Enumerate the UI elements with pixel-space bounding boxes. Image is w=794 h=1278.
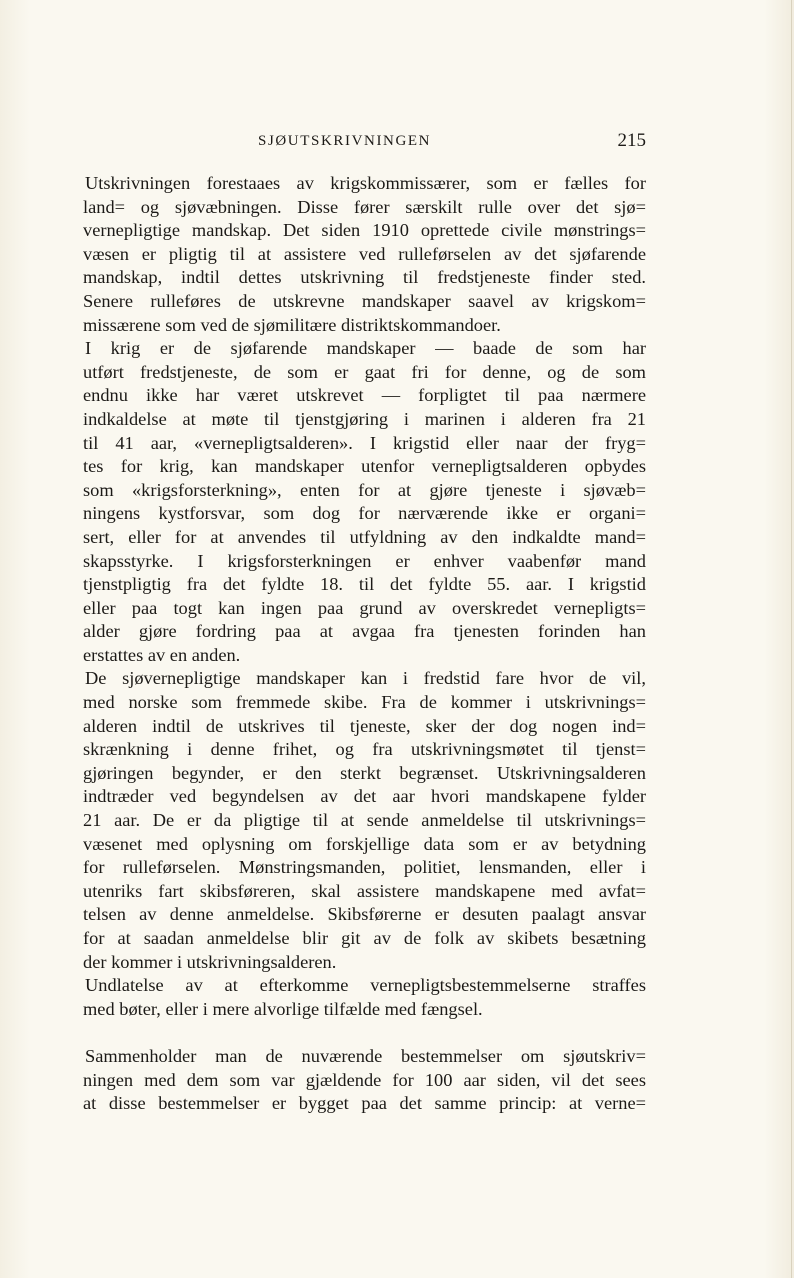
text-line: til 41 aar, «vernepligtsalderen». I krigstid eller naar der fryg= xyxy=(83,432,646,453)
text-line: vernepligtige mandskap. Det siden 1910 oprettede civile mønstrings= xyxy=(83,220,646,241)
text-line: sert, eller for at anvendes til utfyldning av den indkaldte mand= xyxy=(83,526,646,547)
text-line: Undlatelse av at efterkomme vernepligtsbestemmelserne straffes xyxy=(85,975,646,996)
text-line: erstattes av en anden. xyxy=(83,644,241,665)
page-edge xyxy=(791,0,792,1278)
text-line: alderen indtil de utskrives til tjeneste, sker der dog nogen ind= xyxy=(83,715,646,736)
text-line: indkaldelse at møte til tjenstgjøring i marinen i alderen fra 21 xyxy=(83,408,646,429)
paragraph-4 xyxy=(83,974,646,1021)
text-line: væsen er pligtig til at assistere ved rulleførselen av det sjøfarende xyxy=(83,243,646,264)
paragraph-3 xyxy=(83,667,646,974)
text-line: tjenstpligtig fra det fyldte 18. til det fyldte 55. aar. I krigstid xyxy=(83,574,646,595)
body-text xyxy=(83,172,646,1116)
text-line: der kommer i utskrivningsalderen. xyxy=(83,951,337,972)
text-line: Utskrivningen forestaaes av krigskommissærer, som er fælles for xyxy=(85,173,646,193)
text-line: med norske som fremmede skibe. Fra de kommer i utskrivnings= xyxy=(83,692,646,713)
text-line: skrænkning i denne frihet, og fra utskrivningsmøtet til tjenst= xyxy=(83,739,646,760)
text-line: indtræder ved begyndelsen av det aar hvori mandskapene fylder xyxy=(83,786,646,807)
running-title: SJØUTSKRIVNINGEN xyxy=(258,133,432,149)
text-line: som «krigsforsterkning», enten for at gjøre tjeneste i sjøvæb= xyxy=(83,479,646,500)
paragraph-gap xyxy=(83,1021,646,1045)
text-line: Sammenholder man de nuværende bestemmelser om sjøutskriv= xyxy=(85,1045,646,1066)
text-line: eller paa togt kan ingen paa grund av overskredet vernepligts= xyxy=(83,597,646,618)
text-line: telsen av denne anmeldelse. Skibsførerne er desuten paalagt ansvar xyxy=(83,904,646,925)
text-line: for rulleførselen. Mønstringsmanden, politiet, lensmanden, eller i xyxy=(83,857,646,878)
text-line: tes for krig, kan mandskaper utenfor vernepligtsalderen opbydes xyxy=(83,456,646,477)
text-line: skapsstyrke. I krigsforsterkningen er enhver vaabenfør mand xyxy=(83,550,646,571)
text-line: at disse bestemmelser er bygget paa det samme princip: at verne= xyxy=(83,1093,646,1114)
text-line: I krig er de sjøfarende mandskaper — baade de som har xyxy=(85,338,646,359)
text-line: gjøringen begynder, er den sterkt begrænset. Utskrivningsalderen xyxy=(83,762,646,783)
text-line: 21 aar. De er da pligtige til at sende anmeldelse til utskrivnings= xyxy=(83,810,646,831)
text-line: alder gjøre fordring paa at avgaa fra tjenesten forinden han xyxy=(83,621,646,642)
text-line: land= og sjøvæbningen. Disse fører særskilt rulle over det sjø= xyxy=(83,196,646,217)
text-line: med bøter, eller i mere alvorlige tilfælde med fængsel. xyxy=(83,998,483,1019)
text-line: De sjøvernepligtige mandskaper kan i fredstid fare hvor de vil, xyxy=(85,668,646,689)
running-head xyxy=(83,130,646,154)
text-line: utenriks fart skibsføreren, skal assistere mandskapene med avfat= xyxy=(83,880,646,901)
text-line: ningen med dem som var gjældende for 100 aar siden, vil det sees xyxy=(83,1069,646,1090)
paragraph-1 xyxy=(83,172,646,337)
text-line: for at saadan anmeldelse blir git av de folk av skibets besætning xyxy=(83,928,646,948)
text-line: ningens kystforsvar, som dog for nærværende ikke er organi= xyxy=(83,503,646,524)
paragraph-5 xyxy=(83,1045,646,1116)
text-line: mandskap, indtil dettes utskrivning til fredstjeneste finder sted. xyxy=(83,267,646,288)
paragraph-2 xyxy=(83,337,646,667)
page-number: 215 xyxy=(617,130,646,151)
text-line: væsenet med oplysning om forskjellige data som er av betydning xyxy=(83,833,646,854)
text-line: Senere rulleføres de utskrevne mandskaper saavel av krigskom= xyxy=(83,290,646,311)
text-line: utført fredstjeneste, de som er gaat fri for denne, og de som xyxy=(83,361,646,382)
text-line: missærene som ved de sjømilitære distriktskommandoer. xyxy=(83,314,501,335)
text-line: endnu ikke har været utskrevet — forpligtet til paa nærmere xyxy=(83,385,646,406)
